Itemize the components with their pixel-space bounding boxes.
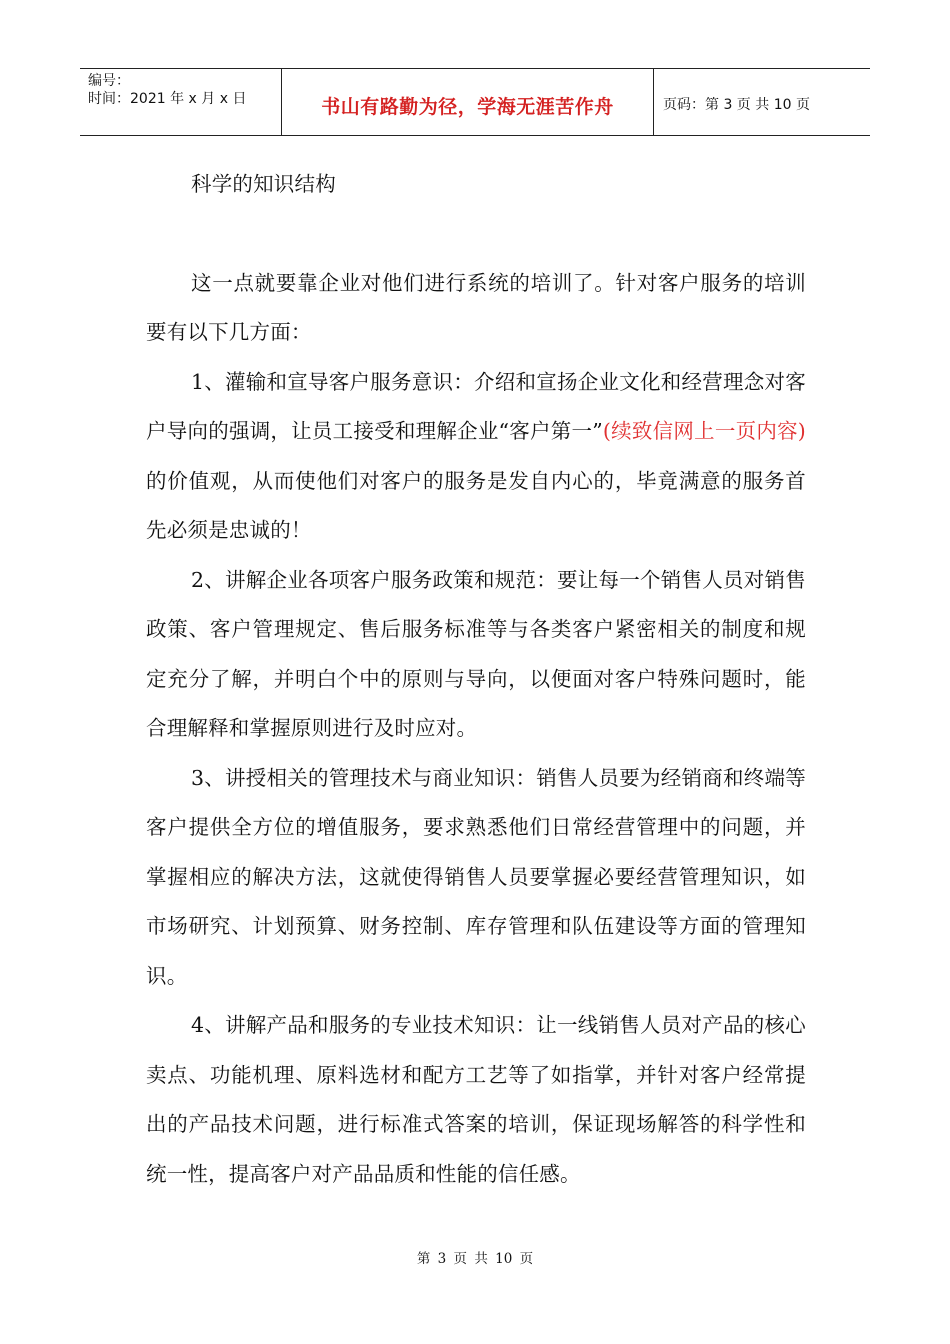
header-motto: 书山有路勤为径，学海无涯苦作舟: [321, 95, 614, 118]
paragraph-item-4: [146, 1001, 806, 1199]
paragraph-item-1: [146, 358, 806, 556]
header-meta-cell: [80, 69, 282, 135]
paragraph-item-2: [146, 556, 806, 754]
continuation-note: (续致信网上一页内容): [602, 419, 807, 443]
header-page-cell: [654, 69, 870, 135]
header-table: [80, 68, 870, 136]
paragraph-intro: [146, 259, 806, 358]
paragraph-item-1-text-b: 的价值观，从而使他们对客户的服务是发自内心的，毕竟满意的服务首先必须是忠诚的！: [146, 468, 806, 542]
document-number-label: 编号：: [88, 73, 130, 89]
paragraph-item-3: [146, 754, 806, 1002]
document-time-label: 时间：2021 年 x 月 x 日: [88, 91, 247, 107]
paragraph-item-3-text: 3、讲授相关的管理技术与商业知识：销售人员要为经销商和终端等客户提供全方位的增值服务，要求熟悉他们日常经营管理中的问题，并掌握相应的解决方法，这就使得销售人员要掌握必要经营管理知识，如市场研究、计划预算、财务控制、库存管理和队伍建设等方面的管理知识。: [146, 765, 806, 988]
header-page-code: 页码：第 3 页 共 10 页: [663, 97, 810, 113]
paragraph-item-1-text-a: 1、灌输和宣导客户服务意识：介绍和宣扬企业文化和经营理念对客户导向的强调，让员工接受和理解企业“客户第一”: [146, 369, 806, 443]
paragraph-item-2-text: 2、讲解企业各项客户服务政策和规范：要让每一个销售人员对销售政策、客户管理规定、售后服务标准等与各类客户紧密相关的制度和规定充分了解，并明白个中的原则与导向，以便面对客户特殊问题时，能合理解释和掌握原则进行及时应对。: [146, 567, 806, 740]
header-motto-cell: [282, 69, 654, 135]
paragraph-heading-fragment: 科学的知识结构: [191, 172, 336, 196]
footer-page-number: 第 3 页 共 10 页: [416, 1251, 534, 1267]
document-body: [146, 160, 806, 1199]
paragraph-intro-text: 这一点就要靠企业对他们进行系统的培训了。针对客户服务的培训要有以下几方面：: [146, 270, 806, 344]
paragraph-item-4-text: 4、讲解产品和服务的专业技术知识：让一线销售人员对产品的核心卖点、功能机理、原料选材和配方工艺等了如指掌，并针对客户经常提出的产品技术问题，进行标准式答案的培训，保证现场解答的科学性和统一性，提高客户对产品品质和性能的信任感。: [146, 1013, 806, 1186]
page-footer: [0, 1247, 950, 1267]
paragraph-gap: [146, 210, 806, 259]
